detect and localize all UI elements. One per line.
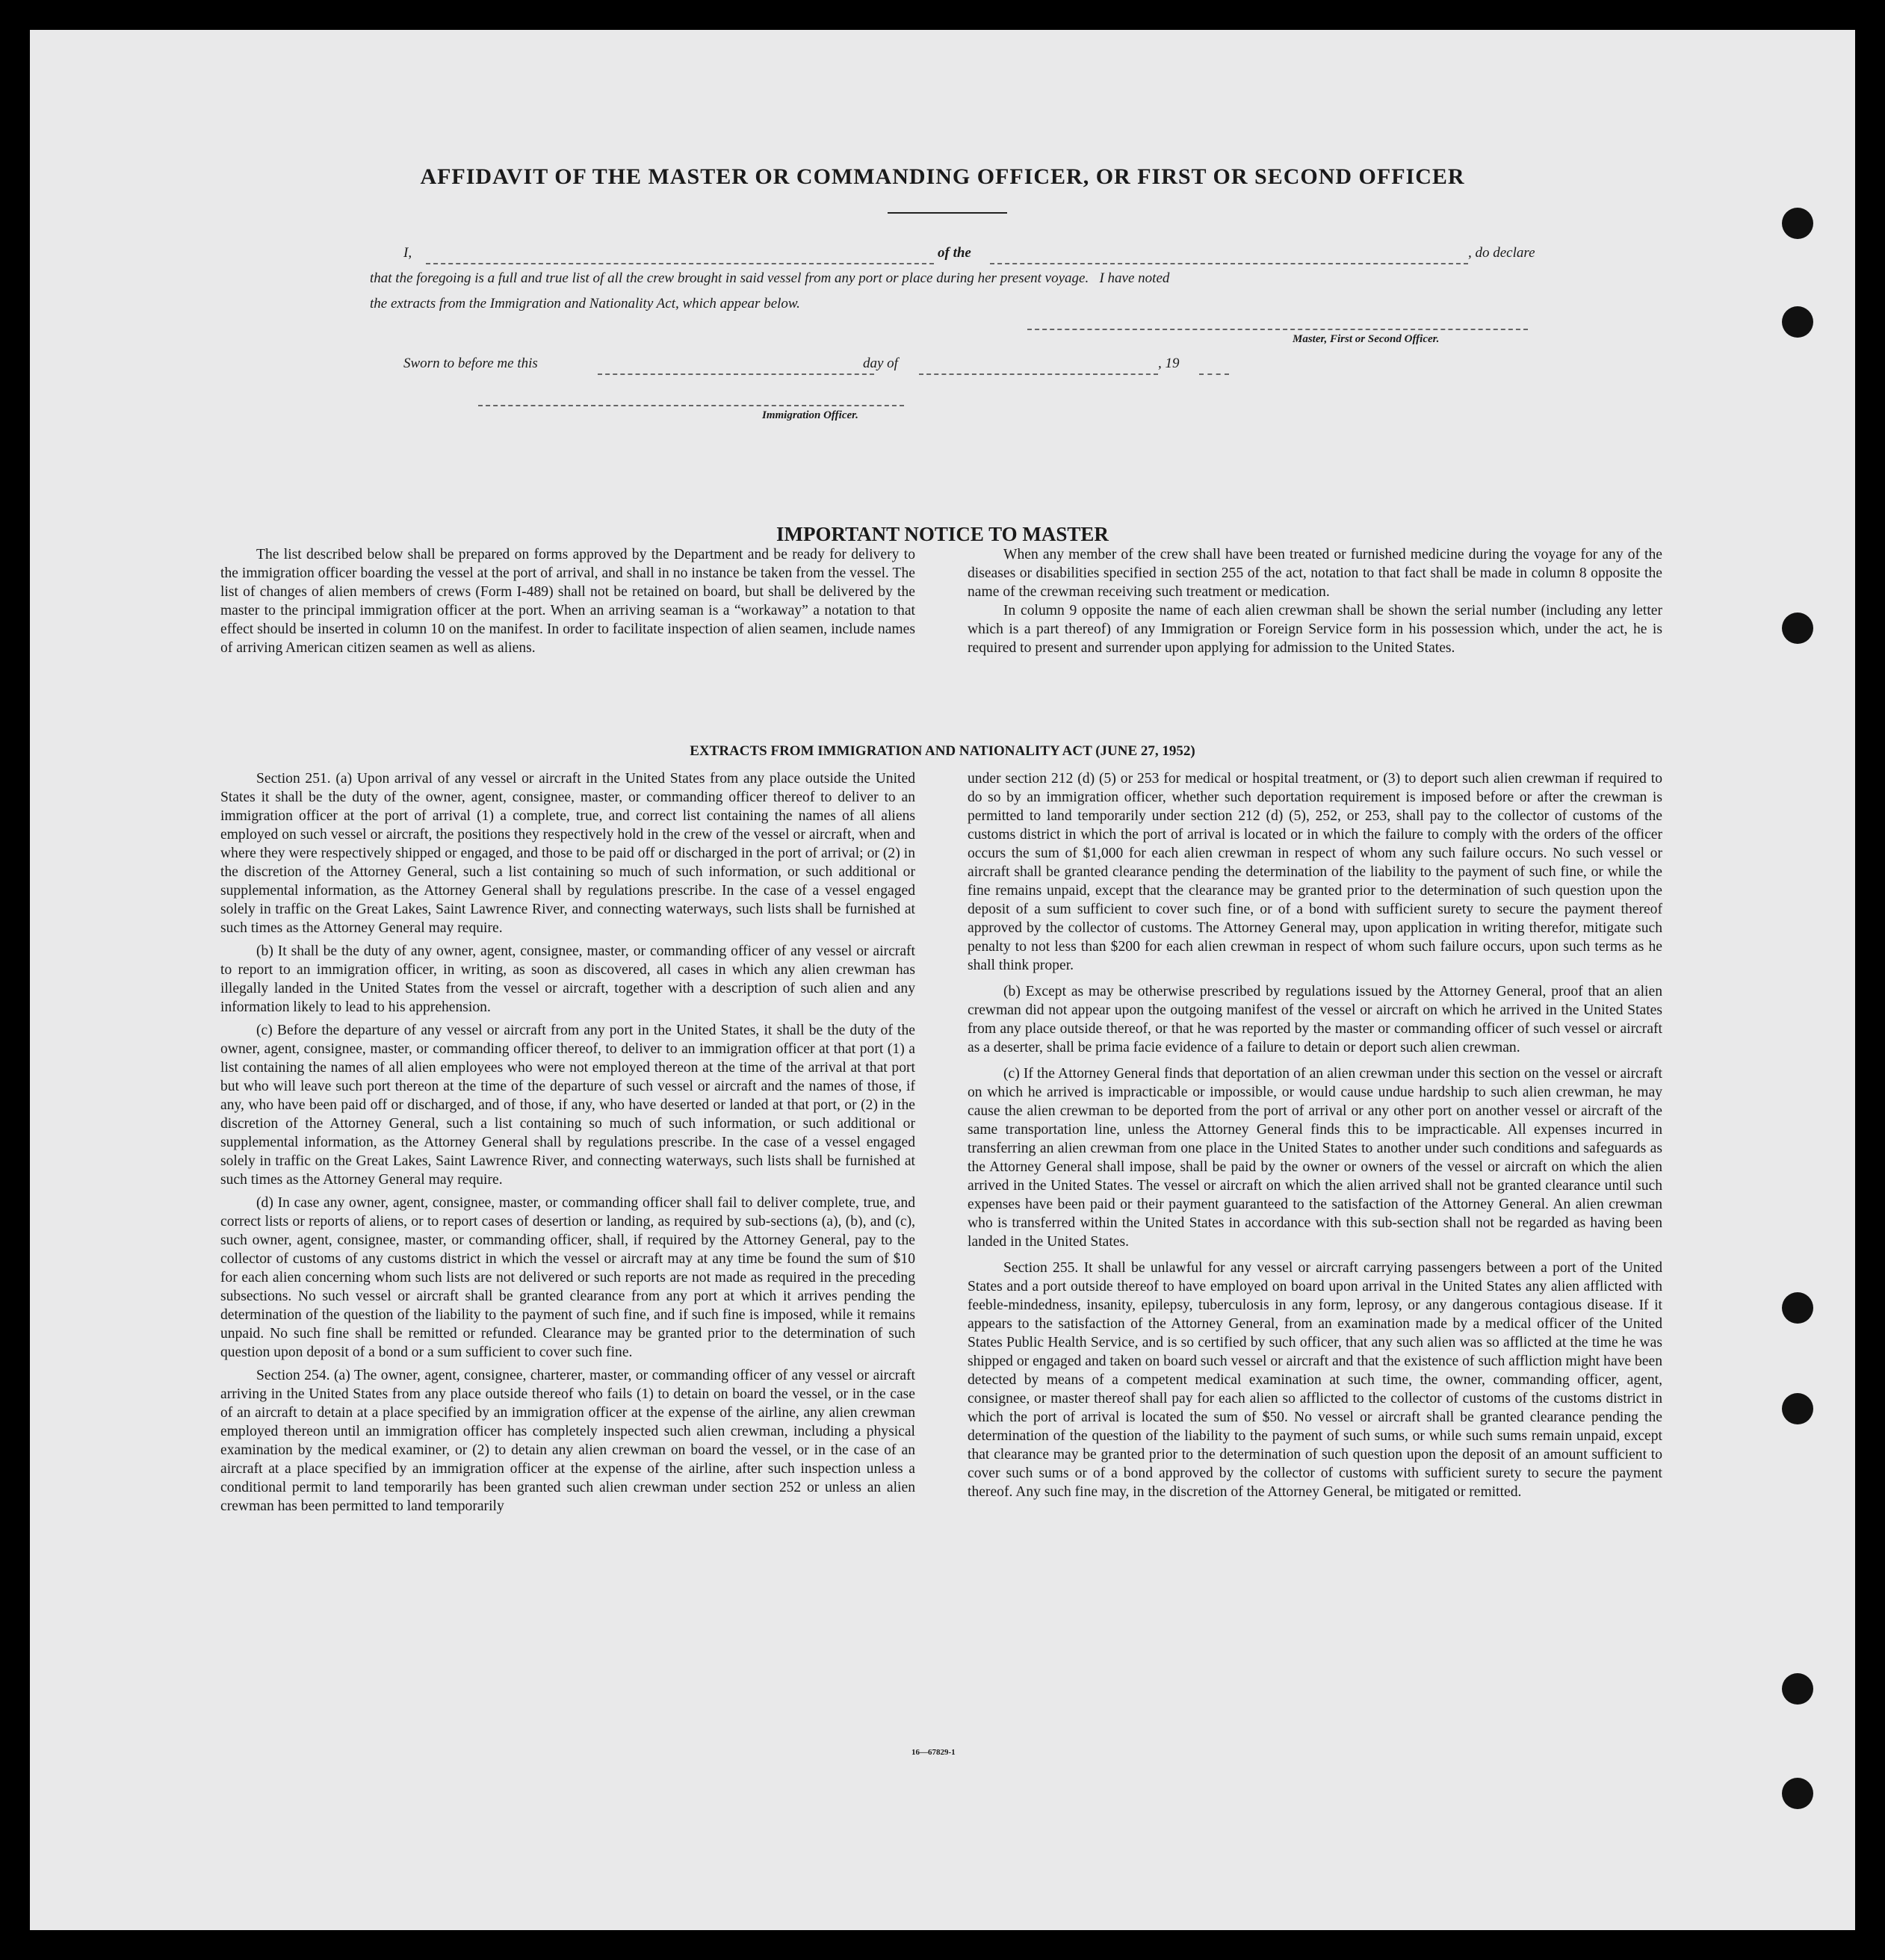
- affidavit-title: AFFIDAVIT OF THE MASTER OR COMMANDING OFFICER, OR FIRST OR SECOND OFFICER: [420, 164, 1465, 189]
- notice-title: IMPORTANT NOTICE TO MASTER: [776, 523, 1109, 545]
- punch-hole: [1782, 612, 1813, 644]
- declaration-line-2: that the foregoing is a full and true list of all the crew brought in said vessel from any port or place during her present voyage. I have noted: [370, 270, 1170, 286]
- declare-of-the-label: of the: [938, 245, 971, 261]
- sworn-day-field[interactable]: [598, 373, 874, 375]
- punch-hole: [1782, 306, 1813, 338]
- master-signature-line[interactable]: [1027, 329, 1528, 330]
- section-251c: (c) Before the departure of any vessel or aircraft from any port in the United States, it shall be the duty of the owner, agent, consignee, master, or commanding officer thereof, to deliver to an immigration officer at that port (1) a list containing the names of all alien employees who were not employed thereon at the time of the arrival at that port but who will leave such port thereon at the time of the departure of such vessel or aircraft and the names of those, if any, who have been paid off or discharged, and of those, if any, who have deserted or landed at that port, or (2) in the discretion of the Attorney General, such a list containing so much of such information, or such additional or supplemental information, as the Attorney General shall by regulations prescribe. In the case of a vessel engaged solely in traffic on the Great Lakes, Saint Lawrence River, and connecting waterways, such lists shall be furnished at such times as the Attorney General may require.: [220, 1023, 915, 1188]
- name-field[interactable]: [426, 263, 934, 264]
- extracts-title: EXTRACTS FROM IMMIGRATION AND NATIONALITY ACT (JUNE 27, 1952): [690, 743, 1195, 759]
- declare-suffix-label: , do declare: [1468, 245, 1535, 261]
- master-caption: Master, First or Second Officer.: [1293, 333, 1440, 345]
- section-254a-continued: under section 212 (d) (5) or 253 for medical or hospital treatment, or (3) to deport such alien crewman if required to do so by an immigration officer, whether such deportation requirement is imposed before or after the crewman is permitted to land temporarily under section 212 (d) (5), 252, or 253, shall pay to the collector of customs of the customs district in which the port of arrival is located or in which the failure to comply with the orders of the officer occurs the sum of $1,000 for each alien crewman in respect of whom any such failure occurs. No such vessel or aircraft shall be granted clearance pending the determination of the liability to the payment of such fine, or while the fine remains unpaid, except that the clearance may be granted prior to the determination of such question upon the deposit of a sum sufficient to cover such fine, or of a bond with sufficient surety to secure the payment thereof approved by the collector of customs. The Attorney General may, upon application in writing therefor, mitigate such penalty to not less than $200 for each alien crewman in respect of whom such failure occurs, upon such terms as he shall think proper.: [968, 771, 1662, 973]
- punch-hole: [1782, 208, 1813, 239]
- notice-left-column: [220, 545, 915, 657]
- title-divider: [888, 212, 1007, 214]
- declaration-line-3: the extracts from the Immigration and Nationality Act, which appear below.: [370, 296, 800, 311]
- section-254a: Section 254. (a) The owner, agent, consignee, charterer, master, or commanding officer of any vessel or aircraft arriving in the United States from any place outside thereof who fails (1) to detain on board the vessel, or in the case of an aircraft to detain at a place specified by an immigration officer at the expense of the airline, any alien crewman employed thereon until an immigration officer has completely inspected such alien crewman, including a physical examination by the medical examiner, or (2) to detain any alien crewman on board the vessel, or in the case of an aircraft at a place specified by an immigration officer at the expense of the airline, after such inspection unless a conditional permit to land temporarily has been granted such alien crewman under section 252 or unless an alien crewman has been permitted to land temporarily: [220, 1368, 915, 1514]
- document-page: [30, 30, 1855, 1930]
- sworn-month-field[interactable]: [919, 373, 1158, 375]
- notice-right-column: [968, 545, 1662, 657]
- notice-left-paragraph: The list described below shall be prepared on forms approved by the Department and be ready for delivery to the immigration officer boarding the vessel at the port of arrival, and shall in no instance be taken from the vessel. The list of changes of alien members of crews (Form I-489) shall not be retained on board, but shall be delivered by the master to the principal immigration officer at the port. When an arriving seaman is a “workaway” a notation to that effect should be inserted in column 10 on the manifest. In order to facilitate inspection of alien seamen, include names of arriving American citizen seamen as well as aliens.: [220, 547, 915, 656]
- form-code: 16—67829-1: [911, 1748, 956, 1757]
- extracts-left-column: [220, 769, 915, 1516]
- declare-i-label: I,: [403, 245, 412, 261]
- notice-right-paragraph-2: In column 9 opposite the name of each alien crewman shall be shown the serial number (including any letter which is a part thereof) of any Immigration or Foreign Service form in his possession which, under the act, he is required to present and surrender upon applying for admission to the United States.: [968, 603, 1662, 656]
- day-of-label: day of: [863, 356, 898, 371]
- vessel-field[interactable]: [990, 263, 1468, 264]
- punch-hole: [1782, 1393, 1813, 1424]
- year-label: , 19: [1158, 356, 1180, 371]
- officer-caption: Immigration Officer.: [762, 409, 858, 421]
- punch-hole: [1782, 1292, 1813, 1324]
- section-251b: (b) It shall be the duty of any owner, agent, consignee, master, or commanding officer of any vessel or aircraft to report to an immigration officer, in writing, as soon as discovered, all cases in which any alien crewman has illegally landed in the United States from the vessel or aircraft, together with a description of such alien and any information likely to lead to his apprehension.: [220, 943, 915, 1015]
- punch-hole: [1782, 1673, 1813, 1705]
- officer-signature-line[interactable]: [478, 405, 904, 406]
- sworn-label: Sworn to before me this: [403, 356, 538, 371]
- notice-right-paragraph-1: When any member of the crew shall have been treated or furnished medicine during the voyage for any of the diseases or disabilities specified in section 255 of the act, notation to that fact shall be made in column 8 opposite the name of the crewman receiving such treatment or medication.: [968, 547, 1662, 600]
- section-251d: (d) In case any owner, agent, consignee, master, or commanding officer shall fail to deliver complete, true, and correct lists or reports of aliens, or to report cases of desertion or landing, as required by sub-sections (a), (b), and (c), such owner, agent, consignee, master, or commanding officer, shall, if required by the Attorney General, pay to the collector of customs of any customs district in which the vessel or aircraft may at any time be found the sum of $10 for each alien concerning whom such lists are not delivered or such reports are not made as required in the preceding subsections. No such vessel or aircraft shall be granted clearance from any port at which it arrives pending the determination of the question of the liability to the payment of such fine, and if such fine is imposed, while it remains unpaid. No such fine shall be remitted or refunded. Clearance may be granted prior to the determination of such question upon deposit of a bond or a sum sufficient to cover such fine.: [220, 1195, 915, 1360]
- extracts-right-column: [968, 769, 1662, 1501]
- section-254c: (c) If the Attorney General finds that deportation of an alien crewman under this section on the vessel or aircraft on which he arrived is impracticable or impossible, or would cause undue hardship to such alien crewman, he may cause the alien crewman to be deported from the port of arrival or any other port on another vessel or aircraft of the same transportation line, unless the Attorney General finds this to be impracticable. All expenses incurred in transferring an alien crewman from one place in the United States to another under such conditions and safeguards as the Attorney General shall impose, shall be paid by the owner or owners of the vessel or aircraft on which the alien arrived in the United States. The vessel or aircraft on which the alien arrived shall not be granted clearance until such expenses have been paid or their payment guaranteed to the satisfaction of the Attorney General. An alien crewman who is transferred within the United States in accordance with this sub-section shall not be regarded as having been landed in the United States.: [968, 1066, 1662, 1250]
- section-251a: Section 251. (a) Upon arrival of any vessel or aircraft in the United States from any place outside the United States it shall be the duty of the owner, agent, consignee, master, or commanding officer thereof to deliver to an immigration officer at the port of arrival (1) a complete, true, and correct list containing the names of all aliens employed on such vessel or aircraft, the positions they respectively hold in the crew of the vessel or aircraft, when and where they were respectively shipped or engaged, and those to be paid off or discharged in the port of arrival; or (2) in the discretion of the Attorney General, such a list containing so much of such information, or such additional or supplemental information, as the Attorney General shall by regulations prescribe. In the case of a vessel engaged solely in traffic on the Great Lakes, Saint Lawrence River, and connecting waterways, such lists shall be furnished at such times as the Attorney General may require.: [220, 771, 915, 936]
- punch-hole: [1782, 1778, 1813, 1809]
- sworn-year-field[interactable]: [1199, 373, 1229, 375]
- section-255: Section 255. It shall be unlawful for any vessel or aircraft carrying passengers between a port of the United States and a port outside thereof to have employed on board upon arrival in the United States any alien afflicted with feeble-mindedness, insanity, epilepsy, tuberculosis in any form, leprosy, or any dangerous contagious disease. If it appears to the satisfaction of the Attorney General, from an examination made by a medical officer of the United States Public Health Service, and is so certified by such officer, that any such alien was so afflicted at the time he was shipped or engaged and taken on board such vessel or aircraft and that the existence of such affliction might have been detected by means of a competent medical examination at such time, the owner, commanding officer, agent, consignee, or master thereof shall pay for each alien so afflicted to the collector of customs of the customs district in which the port of arrival is located the sum of $50. No vessel or aircraft shall be granted clearance pending the determination of the question of the liability to the payment of such sums, or while such sums remain unpaid, except that clearance may be granted prior to the determination of such question upon the deposit of an amount sufficient to cover such sums or of a bond approved by the collector of customs with sufficient surety to secure the payment thereof. Any such fine may, in the discretion of the Attorney General, be mitigated or remitted.: [968, 1260, 1663, 1500]
- section-254b: (b) Except as may be otherwise prescribed by regulations issued by the Attorney General, proof that an alien crewman did not appear upon the outgoing manifest of the vessel or aircraft on which he arrived in the United States from any place outside thereof, or that he was reported by the master or commanding officer of such vessel or aircraft as a deserter, shall be prima facie evidence of a failure to detain or deport such alien crewman.: [968, 984, 1662, 1055]
